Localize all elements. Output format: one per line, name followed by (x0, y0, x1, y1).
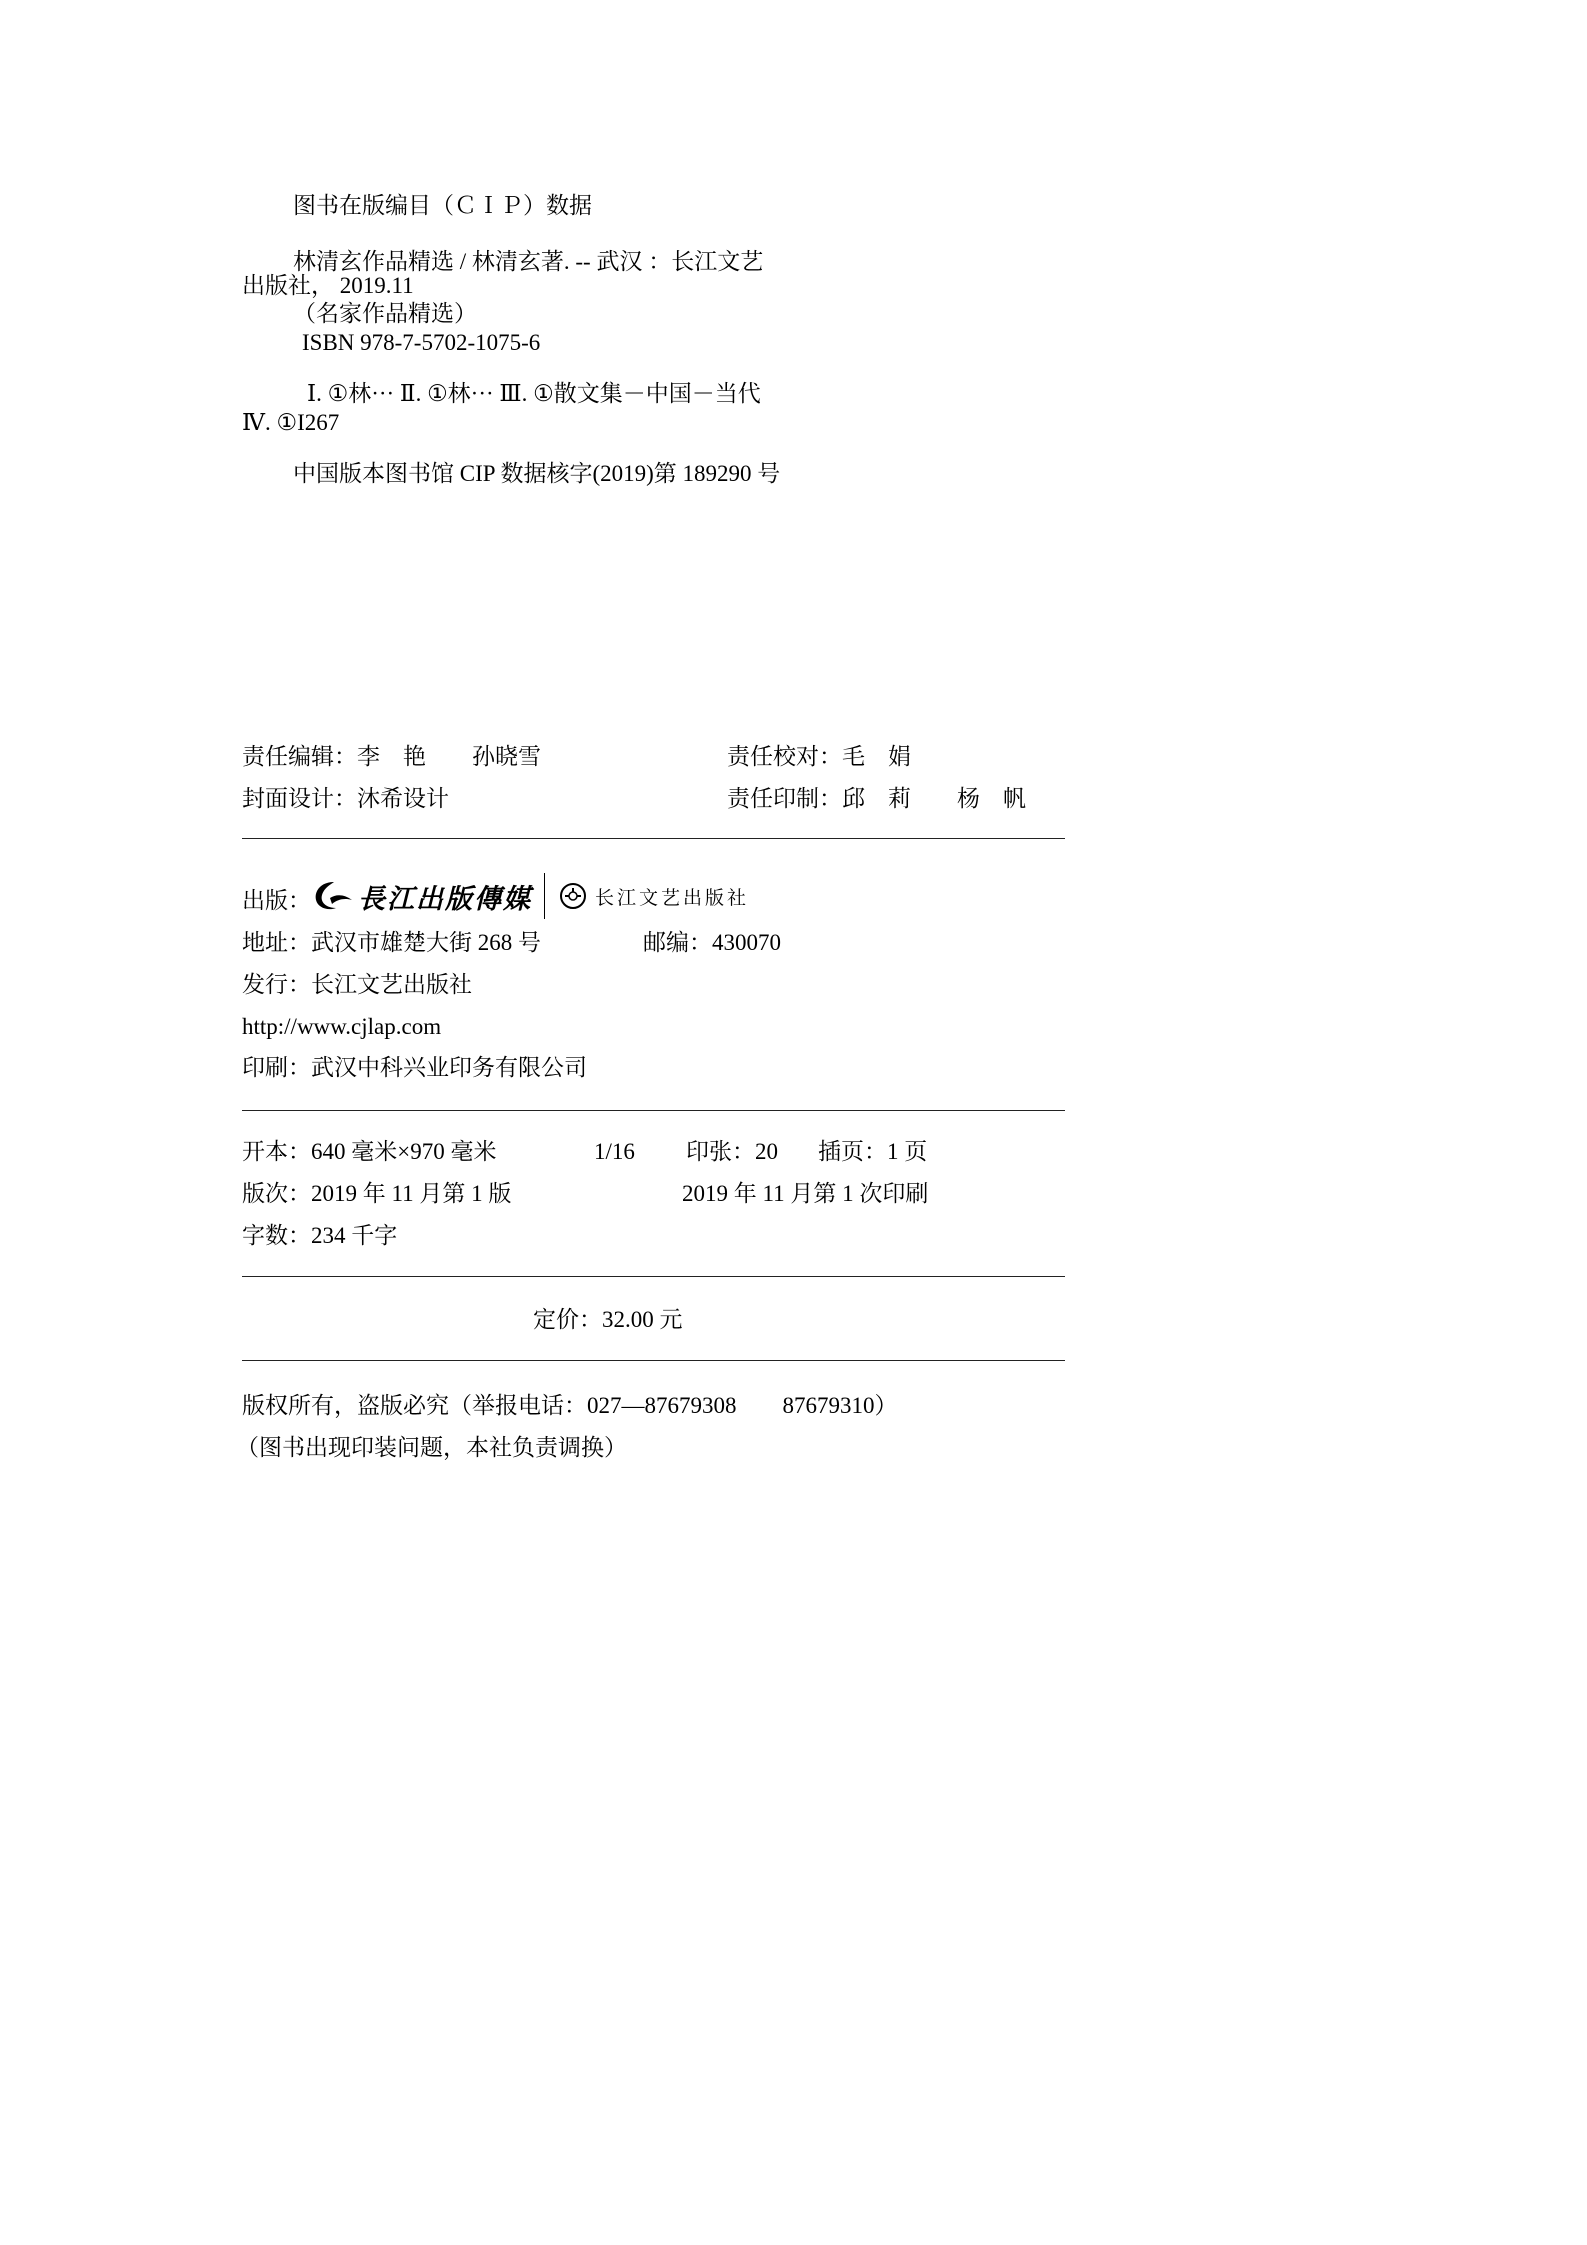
word-count: 字数：234 千字 (242, 1223, 398, 1248)
distributor: 发行：长江文艺出版社 (242, 972, 472, 997)
printing: 2019 年 11 月第 1 次印刷 (682, 1181, 929, 1206)
format: 开本：640 毫米×970 毫米 (242, 1139, 497, 1164)
cip-series-line: （名家作品精选） (293, 301, 477, 326)
cover-design: 封面设计：沐希设计 (242, 786, 449, 811)
return-policy: （图书出现印装问题，本社负责调换） (236, 1435, 627, 1460)
address: 地址：武汉市雄楚大街 268 号 (242, 930, 541, 955)
cip-classification-line-1: Ⅰ. ①林··· Ⅱ. ①林··· Ⅲ. ①散文集－中国－当代 (307, 381, 761, 406)
logo-divider (544, 873, 545, 919)
sheets: 印张：20 (686, 1139, 778, 1164)
responsible-editor: 责任编辑：李 艳 孙晓雪 (242, 744, 541, 769)
publisher-logo (312, 874, 749, 918)
fold: 1/16 (594, 1139, 635, 1164)
imprint-emblem-icon (557, 880, 589, 912)
imprint-name: 长江文艺出版社 (595, 887, 750, 909)
website: http://www.cjlap.com (242, 1014, 442, 1039)
cip-publisher-line: 出版社， 2019.11 (242, 273, 414, 298)
separator (242, 838, 1065, 839)
cip-classification-line-2: Ⅳ. ①I267 (242, 410, 340, 435)
separator (242, 1360, 1065, 1361)
printing-supervisor: 责任印制：邱 莉 杨 帆 (727, 786, 1026, 811)
printer: 印刷：武汉中科兴业印务有限公司 (242, 1055, 587, 1080)
separator (242, 1110, 1065, 1111)
proofreader: 责任校对：毛 娟 (727, 744, 911, 769)
changjiang-wave-icon (312, 878, 354, 914)
copyright-notice: 版权所有，盗版必究（举报电话：027—87679308 87679310） (242, 1393, 898, 1418)
postcode: 邮编：430070 (643, 930, 781, 955)
publisher-label: 出版： (242, 888, 311, 913)
separator (242, 1276, 1065, 1277)
cip-record-line: 中国版本图书馆 CIP 数据核字(2019)第 189290 号 (293, 461, 781, 486)
price: 定价：32.00 元 (533, 1307, 683, 1332)
inserts: 插页：1 页 (818, 1139, 928, 1164)
cip-title-line: 林清玄作品精选 / 林清玄著. -- 武汉 ：长江文艺 (293, 249, 764, 274)
edition: 版次：2019 年 11 月第 1 版 (242, 1181, 512, 1206)
cip-heading: 图书在版编目（ＣＩＰ）数据 (293, 193, 592, 218)
brand-name: 長江出版傳媒 (358, 883, 532, 915)
cip-isbn-line: ISBN 978-7-5702-1075-6 (302, 330, 541, 355)
